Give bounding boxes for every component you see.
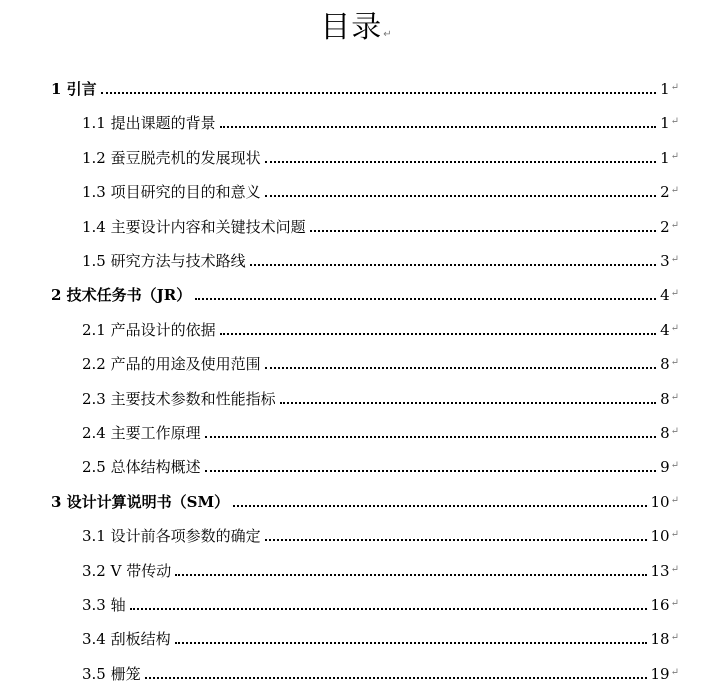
toc-chapter-entry[interactable] <box>51 77 679 99</box>
toc-section-entry[interactable] <box>82 593 679 615</box>
toc-page-number: 1 <box>660 80 670 98</box>
paragraph-mark-icon: ↵ <box>670 563 679 575</box>
toc-dot-leader <box>130 608 647 610</box>
toc-entry-label: 3.3 轴 <box>82 596 126 614</box>
paragraph-mark-icon: ↵ <box>670 426 679 437</box>
title-text: 目录 <box>320 10 383 45</box>
paragraph-mark-icon: ↵ <box>670 322 679 334</box>
toc-page-number: 4 <box>660 286 670 305</box>
paragraph-mark-icon: ↵ <box>670 494 679 506</box>
paragraph-mark-icon: ↵ <box>670 82 679 93</box>
paragraph-mark-icon: ↵ <box>670 460 679 472</box>
toc-entry-label: 3 设计计算说明书（SM） <box>51 492 230 511</box>
toc-section-entry[interactable] <box>82 524 679 546</box>
toc-section-entry[interactable] <box>82 455 679 477</box>
toc-page-number: 2 <box>660 183 670 202</box>
toc-dot-leader <box>205 470 656 472</box>
toc-section-entry[interactable] <box>82 318 679 340</box>
toc-page-number: 1 <box>660 148 670 167</box>
paragraph-mark-icon: ↵ <box>670 254 679 265</box>
toc-entry-label: 1.5 研究方法与技术路线 <box>82 252 246 270</box>
toc-dot-leader <box>175 642 647 644</box>
toc-page-number: 18 <box>650 630 670 649</box>
toc-entry-label: 2 技术任务书（JR） <box>51 286 192 305</box>
toc-page-number: 10 <box>650 527 670 546</box>
toc-entry-label: 3.1 设计前各项参数的确定 <box>82 527 261 546</box>
toc-entry-label: 1.1 提出课题的背景 <box>82 114 216 133</box>
toc-dot-leader <box>265 539 647 541</box>
toc-page-number: 3 <box>660 252 670 270</box>
paragraph-mark-icon: ↵ <box>670 529 679 541</box>
paragraph-mark-icon: ↵ <box>383 29 392 40</box>
toc-dot-leader <box>280 402 656 404</box>
toc-dot-leader <box>205 436 656 438</box>
toc-page-number: 8 <box>660 355 670 374</box>
toc-entry-label: 2.4 主要工作原理 <box>82 424 201 442</box>
toc-page-number: 4 <box>660 320 670 339</box>
paragraph-mark-icon: ↵ <box>670 185 679 197</box>
toc-page-number: 16 <box>650 596 670 614</box>
page-title <box>0 8 712 55</box>
toc-section-entry[interactable] <box>82 627 679 649</box>
toc-section-entry[interactable] <box>82 249 679 271</box>
toc-entry-label: 1.2 蚕豆脱壳机的发展现状 <box>82 148 261 167</box>
toc-chapter-entry[interactable] <box>51 283 679 305</box>
toc-section-entry[interactable] <box>82 215 679 237</box>
toc-dot-leader <box>220 126 656 128</box>
toc-entry-label: 1.3 项目研究的目的和意义 <box>82 183 261 202</box>
toc-section-entry[interactable] <box>82 180 679 202</box>
toc-section-entry[interactable] <box>82 352 679 374</box>
toc-dot-leader <box>175 574 646 576</box>
paragraph-mark-icon: ↵ <box>670 391 679 403</box>
toc-entry-label: 1 引言 <box>51 80 97 98</box>
toc-chapter-entry[interactable] <box>51 490 679 512</box>
toc-entry-label: 3.2 V 带传动 <box>82 561 172 580</box>
toc-section-entry[interactable] <box>82 111 679 133</box>
paragraph-mark-icon: ↵ <box>670 150 679 162</box>
toc-page-number: 13 <box>650 561 670 580</box>
paragraph-mark-icon: ↵ <box>670 632 679 644</box>
toc-dot-leader <box>310 230 656 232</box>
toc-dot-leader <box>265 195 656 197</box>
toc-entry-label: 2.1 产品设计的依据 <box>82 320 216 339</box>
toc-dot-leader <box>233 505 646 507</box>
toc-page-number: 19 <box>650 664 670 683</box>
toc-dot-leader <box>195 298 656 300</box>
paragraph-mark-icon: ↵ <box>670 666 679 678</box>
toc-entry-label: 3.5 栅笼 <box>82 664 141 683</box>
toc-section-entry[interactable] <box>82 559 679 581</box>
toc-page-number: 10 <box>650 492 670 511</box>
toc-dot-leader <box>250 264 656 266</box>
toc-dot-leader <box>265 367 656 369</box>
toc-entry-label: 2.3 主要技术参数和性能指标 <box>82 389 276 408</box>
toc-entry-label: 2.5 总体结构概述 <box>82 458 201 477</box>
toc-page-number: 8 <box>660 389 670 408</box>
paragraph-mark-icon: ↵ <box>670 116 679 128</box>
paragraph-mark-icon: ↵ <box>670 288 679 300</box>
toc-page-number: 2 <box>660 217 670 236</box>
toc-dot-leader <box>220 333 656 335</box>
paragraph-mark-icon: ↵ <box>670 357 679 369</box>
toc-section-entry[interactable] <box>82 662 679 684</box>
toc-entry-label: 1.4 主要设计内容和关键技术问题 <box>82 217 306 236</box>
toc-entry-label: 3.4 刮板结构 <box>82 630 171 649</box>
paragraph-mark-icon: ↵ <box>670 219 679 231</box>
toc-entry-label: 2.2 产品的用途及使用范围 <box>82 355 261 374</box>
toc-section-entry[interactable] <box>82 146 679 168</box>
toc-section-entry[interactable] <box>82 421 679 443</box>
toc-page-number: 9 <box>660 458 670 477</box>
toc-page-number: 1 <box>660 114 670 133</box>
toc-page-number: 8 <box>660 424 670 442</box>
paragraph-mark-icon: ↵ <box>670 598 679 609</box>
toc-dot-leader <box>101 92 656 94</box>
toc-dot-leader <box>265 161 656 163</box>
toc-section-entry[interactable] <box>82 387 679 409</box>
toc-dot-leader <box>145 677 647 679</box>
